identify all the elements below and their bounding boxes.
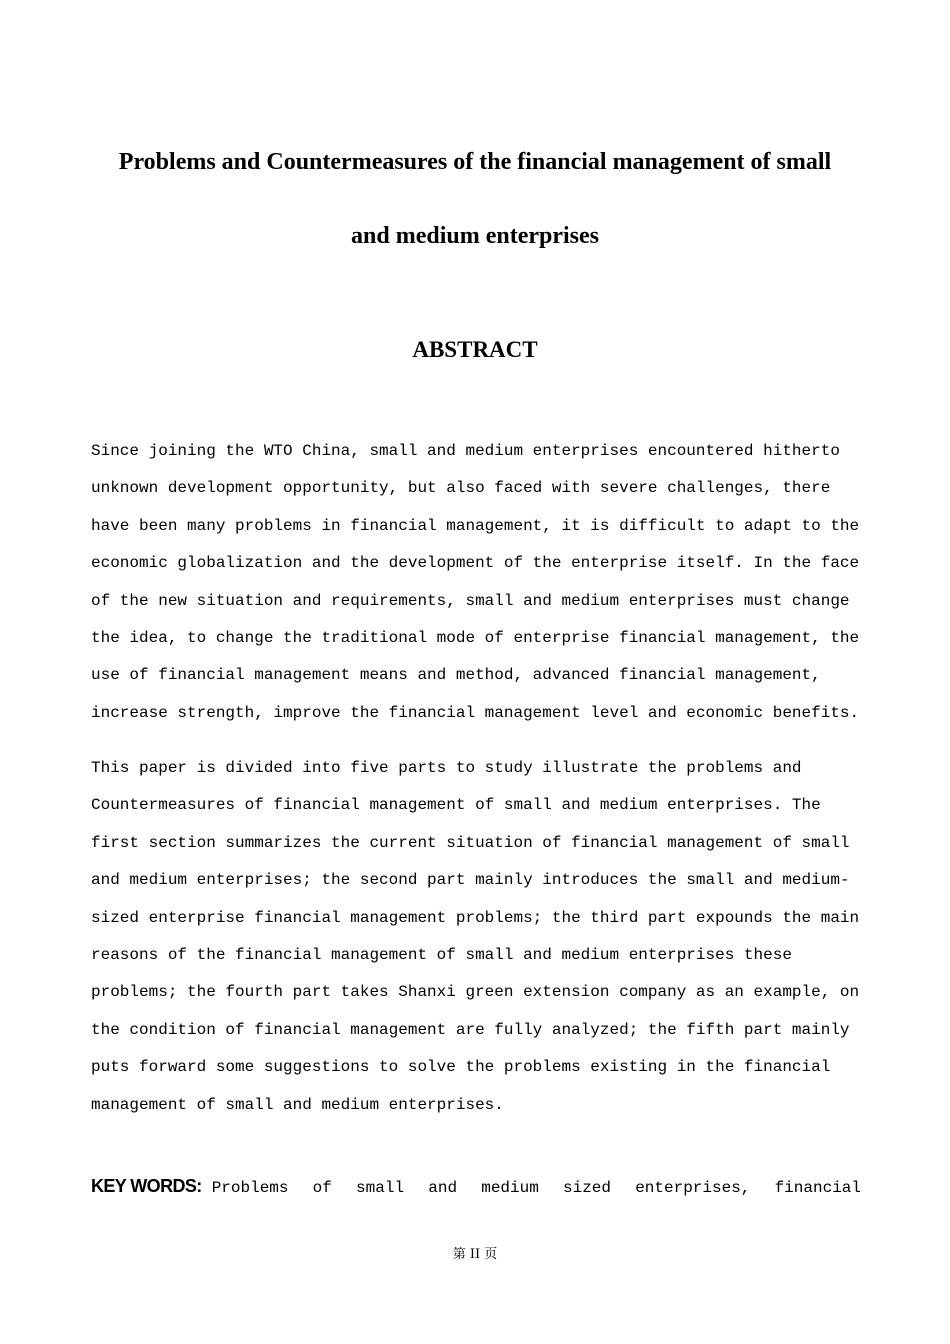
abstract-paragraph-2: [91, 750, 861, 1124]
paragraph-line: Since joining the WTO China, small and medium enterprises encountered hitherto: [91, 442, 840, 460]
keywords-label: KEY WORDS:: [91, 1176, 202, 1196]
keyword: sized: [563, 1179, 612, 1197]
keyword: financial: [774, 1179, 861, 1197]
paragraph-line: first section summarizes the current situation of financial management of small: [91, 833, 850, 852]
paper-title-line-2: and medium enterprises: [351, 223, 599, 249]
paragraph-line: increase strength, improve the financial management level and economic benefits.: [91, 703, 860, 722]
keyword: enterprises,: [635, 1179, 751, 1197]
paragraph-line: Countermeasures of financial management of small and medium enterprises. The: [91, 796, 821, 815]
paragraph-line: reasons of the financial management of small and medium enterprises these: [91, 946, 792, 965]
paragraph-line: problems; the fourth part takes Shanxi green extension company as an example, on: [91, 983, 860, 1002]
keyword: and: [428, 1179, 458, 1197]
paragraph-line: and medium enterprises; the second part mainly introduces the small and medium-: [91, 871, 850, 890]
paragraph-line: the idea, to change the traditional mode of enterprise financial management, the: [91, 629, 860, 648]
keyword: Problems: [211, 1179, 289, 1197]
keywords-line: [91, 1170, 861, 1204]
page-number-footer: 第 II 页: [452, 1247, 498, 1262]
paper-title-line-1: Problems and Countermeasures of the financial management of small: [118, 149, 832, 175]
paragraph-line: unknown development opportunity, but also faced with severe challenges, there: [91, 479, 831, 498]
paragraph-line: This paper is divided into five parts to study illustrate the problems and: [91, 759, 802, 777]
paragraph-line: have been many problems in financial management, it is difficult to adapt to the: [91, 516, 860, 535]
abstract-heading: ABSTRACT: [412, 337, 538, 362]
paragraph-line: puts forward some suggestions to solve the problems existing in the financial: [91, 1058, 831, 1077]
abstract-paragraph-1: [91, 433, 861, 732]
paragraph-line: the condition of financial management are fully analyzed; the fifth part mainly: [91, 1020, 850, 1039]
paragraph-line: of the new situation and requirements, small and medium enterprises must change: [91, 591, 850, 610]
keyword: medium: [481, 1179, 539, 1197]
paragraph-line: use of financial management means and method, advanced financial management,: [91, 666, 821, 685]
paragraph-line: economic globalization and the development of the enterprise itself. In the face: [91, 554, 860, 573]
paragraph-line: sized enterprise financial management problems; the third part expounds the main: [91, 908, 860, 927]
paragraph-line: management of small and medium enterprises.: [91, 1095, 504, 1114]
keywords-text: [212, 1172, 861, 1204]
keyword: of: [312, 1179, 332, 1197]
keyword: small: [356, 1179, 405, 1197]
